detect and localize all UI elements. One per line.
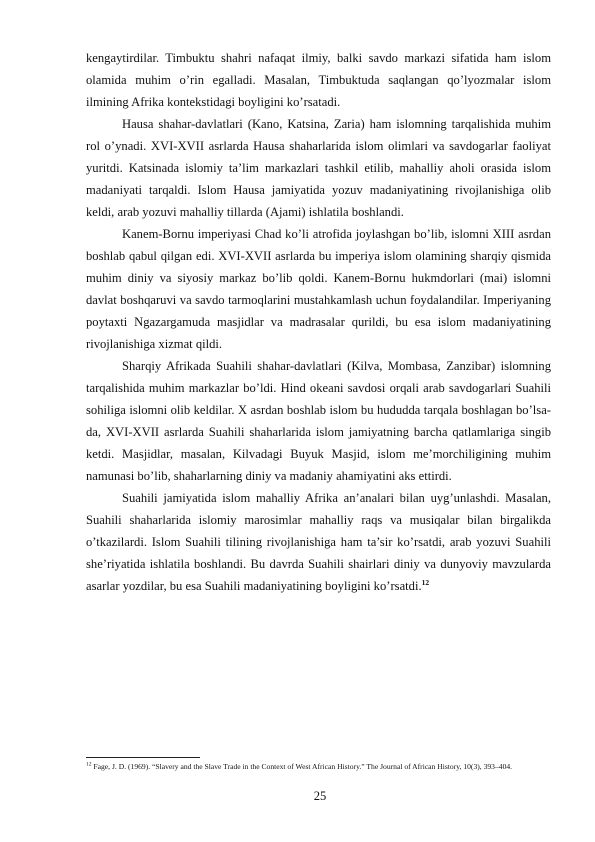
paragraph-kanem-bornu: Kanem-Bornu imperiyasi Chad ko’li atrofida joylashgan bo’lib, islomni XIII asrdan boshlab qabul qilgan edi. XVI-XVII asrlarda bu imperiya islom olamining sharqiy qismida muhim diniy va siyosiy markaz bo’lib qoldi. Kanem-Bornu hukmdorlari (mai) islomni davlat boshqaruvi va savdo tarmoqlarini mustahkamlash uchun foydalandilar. Imperiyaning poytaxti Ngazargamuda masjidlar va madrasalar qurildi, bu esa islom madaniyatining rivojlanishiga xizmat qildi. [86, 227, 551, 351]
paragraph-suahili-society-text: Suahili jamiyatida islom mahalliy Afrika an’analari bilan uyg’unlashdi. Masalan, Suahili shaharlarida islomiy marosimlar mahalliy raqs va musiqalar bilan birgalikda o’tkazilardi. Islom Suahili tilining rivojlanishiga ham ta’sir ko’rsatdi, arab yozuvi Suahili she’riyatida ishlatila boshlandi. Bu davrda Suahili shairlari diniy va dunyoviy mavzularda asarlar yozdilar, bu esa Suahili madaniyatining boyligini ko’rsatdi. [86, 491, 551, 593]
footnote-reference[interactable]: 12 [421, 577, 430, 587]
paragraph-timbuktu: kengaytirdilar. Timbuktu shahri nafaqat ilmiy, balki savdo markazi sifatida ham islom olamida muhim o’rin egalladi. Masalan, Timbuktuda saqlangan qo’lyozmalar islom ilmining Afrika kontekstidagi boyligini ko’rsatadi. [86, 51, 551, 109]
footnote [86, 761, 551, 772]
footnote-number: 12 [86, 761, 92, 768]
paragraph-suahili-society [86, 487, 551, 597]
paragraph-suahili-cities: Sharqiy Afrikada Suahili shahar-davlatlari (Kilva, Mombasa, Zanzibar) islomning tarqalishida muhim markazlar bo’ldi. Hind okeani savdosi orqali arab savdogarlari Suahili sohiliga islomni olib keldilar. X asrdan boshlab islom bu hududda tarqala boshlagan bo’lsa-da, XVI-XVII asrlarda Suahili shaharlarida islom jamiyatning barcha qatlamlariga singib ketdi. Masjidlar, masalan, Kilvadagi Buyuk Masjid, islom me’morchiligining muhim namunasi bo’lib, shaharlarning diniy va madaniy ahamiyatini aks ettirdi. [86, 359, 551, 483]
footnote-text: Fage, J. D. (1969). “Slavery and the Slave Trade in the Context of West African History.” The Journal of African History, 10(3), 393–404. [93, 762, 513, 771]
footnote-divider [86, 757, 200, 758]
page-number: 25 [313, 789, 327, 803]
body-text [86, 47, 551, 597]
paragraph-hausa: Hausa shahar-davlatlari (Kano, Katsina, Zaria) ham islomning tarqalishida muhim rol o’ynadi. XVI-XVII asrlarda Hausa shaharlarida islom olimlari va savdogarlar faoliyat yuritdi. Katsinada islomiy ta’lim markazlari tashkil etilib, mahalliy aholi orasida islom madaniyati tarqaldi. Islom Hausa jamiyatida yozuv madaniyatining rivojlanishiga olib keldi, arab yozuvi mahalliy tillarda (Ajami) ishlatila boshlandi. [86, 117, 551, 219]
